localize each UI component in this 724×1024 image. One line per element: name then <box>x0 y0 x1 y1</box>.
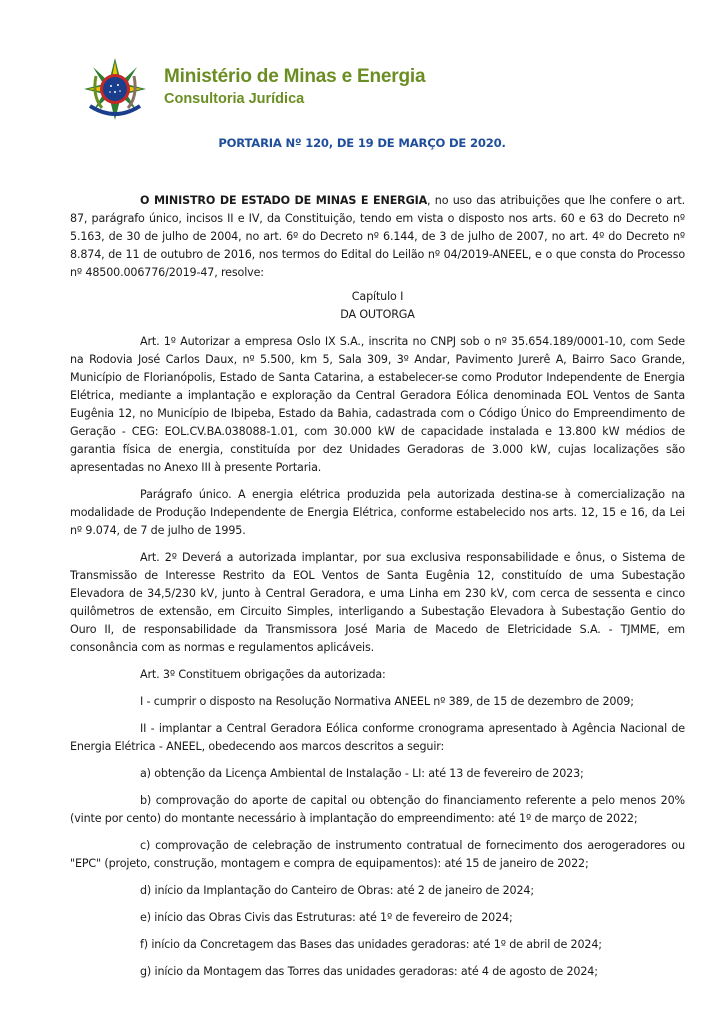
office-name: Consultoria Jurídica <box>164 91 305 107</box>
preamble <box>70 192 685 282</box>
article-3: Art. 3º Constituem obrigações da autorizada: <box>140 668 386 681</box>
chapter-title: DA OUTORGA <box>340 308 415 321</box>
milestone-d: d) início da Implantação do Canteiro de Obras: até 2 de janeiro de 2024; <box>140 884 534 897</box>
article-1-paragraph: Parágrafo único. A energia elétrica produzida pela autorizada destina-se à comercialização na modalidade de Produção Independente de Energia Elétrica, conforme estabelecido nos arts. 12, 15 e 16, da Lei nº 9.074, de 7 de julho de 1995. <box>70 488 685 537</box>
chapter-label: Capítulo I <box>351 290 404 303</box>
article-3-item-i: I - cumprir o disposto na Resolução Normativa ANEEL nº 389, de 15 de dezembro de 2009; <box>140 695 634 708</box>
document-body <box>70 192 685 981</box>
milestone-e: e) início das Obras Civis das Estruturas: até 1º de fevereiro de 2024; <box>140 911 513 924</box>
portaria-title: PORTARIA Nº 120, DE 19 DE MARÇO DE 2020. <box>218 136 506 150</box>
milestone-g: g) início da Montagem das Torres das unidades geradoras: até 4 de agosto de 2024; <box>140 965 598 978</box>
letterhead-text <box>164 66 425 108</box>
article-2: Art. 2º Deverá a autorizada implantar, por sua exclusiva responsabilidade e ônus, o Sistema de Transmissão de Interesse Restrito da EOL Ventos de Santa Eugênia 12, constituído de uma Subestação Elevadora de 34,5/230 kV, junto à Central Geradora, e uma Linha em 230 kV, com cerca de sessenta e cinco quilômetros de extensão, em Circuito Simples, interligando a Subestação Elevadora à Subestação Gentio do Ouro II, de responsabilidade da Transmissora José Maria de Macedo de Eletricidade S.A. - TJMME, em consonância com as normas e regulamentos aplicáveis. <box>70 551 685 654</box>
milestone-a: a) obtenção da Licença Ambiental de Instalação - LI: até 13 de fevereiro de 2023; <box>140 767 584 780</box>
milestone-c: c) comprovação de celebração de instrumento contratual de fornecimento dos aerogeradores ou "EPC" (projeto, construção, montagem e compra de equipamentos): até 15 de janeiro de 2022; <box>70 839 685 870</box>
milestone-b: b) comprovação do aporte de capital ou obtenção do financiamento referente a pelo menos 20% (vinte por cento) do montante necessário à implantação do empreendimento: até 1º de março de 2022; <box>70 794 685 825</box>
letterhead <box>82 56 682 126</box>
ministry-name: Ministério de Minas e Energia <box>164 66 426 87</box>
preamble-text: , no uso das atribuições que lhe confere o art. 87, parágrafo único, incisos II e IV, da Constituição, tendo em vista o disposto nos arts. 60 e 63 do Decreto nº 5.163, de 30 de julho de 2004, no art. 6º do Decreto nº 6.144, de 3 de julho de 2007, no art. 4º do Decreto nº 8.874, de 11 de outubro de 2016, nos termos do Edital do Leilão nº 04/2019-ANEEL, e o que consta do Processo nº 48500.006776/2019-47, resolve: <box>70 194 685 279</box>
preamble-lead: O MINISTRO DE ESTADO DE MINAS E ENERGIA <box>140 194 428 207</box>
brazil-coat-of-arms-icon <box>82 56 148 122</box>
article-3-item-ii: II - implantar a Central Geradora Eólica conforme cronograma apresentado à Agência Nacional de Energia Elétrica - ANEEL, obedecendo aos marcos descritos a seguir: <box>70 722 685 753</box>
milestone-f: f) início da Concretagem das Bases das unidades geradoras: até 1º de abril de 2024; <box>140 938 602 951</box>
article-1: Art. 1º Autorizar a empresa Oslo IX S.A., inscrita no CNPJ sob o nº 35.654.189/0001-10, com Sede na Rodovia José Carlos Daux, nº 5.500, km 5, Sala 309, 3º Andar, Pavimento Jurerê A, Bairro Saco Grande, Município de Florianópolis, Estado de Santa Catarina, a estabelecer-se como Produtor Independente de Energia Elétrica, mediante a implantação e exploração da Central Geradora Eólica denominada EOL Ventos de Santa Eugênia 12, no Município de Ibipeba, Estado da Bahia, cadastrada com o Código Único do Empreendimento de Geração - CEG: EOL.CV.BA.038088-1.01, com 30.000 kW de capacidade instalada e 13.800 kW médios de garantia física de energia, constituída por dez Unidades Geradoras de 3.000 kW, cujas localizações são apresentadas no Anexo III à presente Portaria. <box>70 335 685 474</box>
